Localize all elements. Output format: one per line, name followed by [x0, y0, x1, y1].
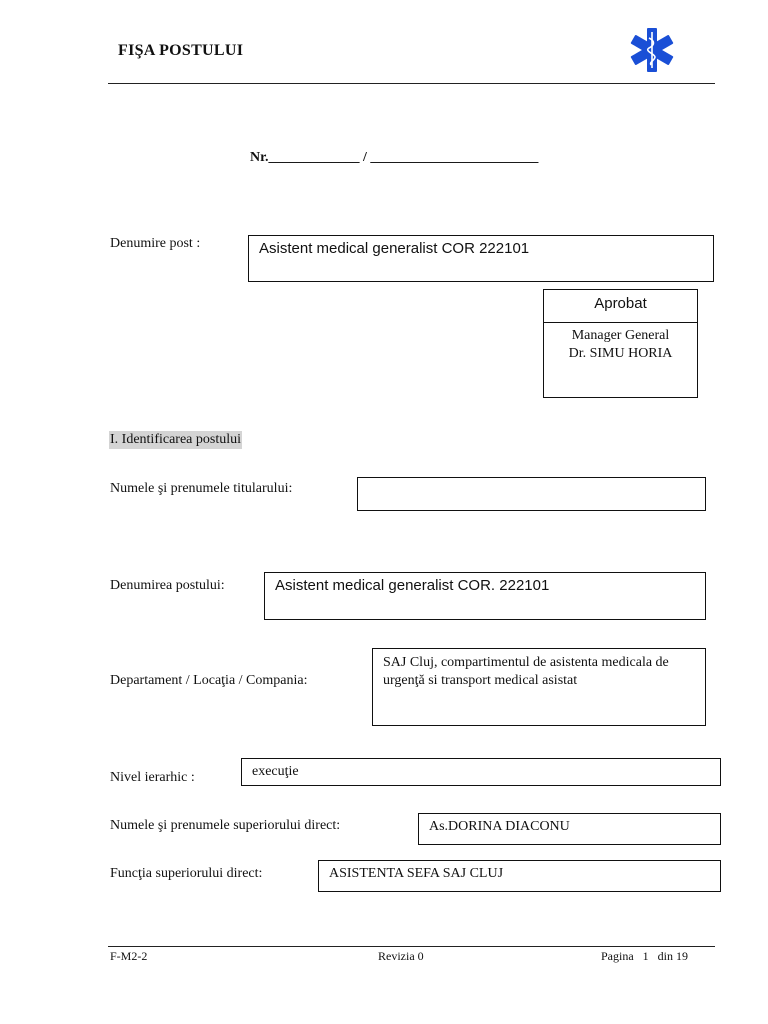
supervisor-name-label: Numele şi prenumele superiorului direct: [110, 818, 341, 833]
holder-name-field[interactable] [357, 477, 706, 511]
section-heading-identification: I. Identificarea postului [110, 432, 242, 447]
footer-rule [108, 946, 715, 947]
supervisor-name-field[interactable]: As.DORINA DIACONU [418, 813, 721, 845]
supervisor-role-label: Funcţia superiorului direct: [110, 866, 263, 881]
hierarchy-level-field[interactable]: execuţie [241, 758, 721, 786]
document-number-line: Nr._____________ / ________________________ [250, 150, 539, 165]
revision: Revizia 0 [378, 949, 424, 963]
post-name-label: Denumire post : [110, 236, 201, 251]
approval-box [543, 289, 698, 398]
department-label: Departament / Locaţia / Compania: [110, 673, 308, 688]
page-title: FIŞA POSTULUI [118, 42, 244, 59]
supervisor-role-field[interactable]: ASISTENTA SEFA SAJ CLUJ [318, 860, 721, 892]
approval-heading: Aprobat [544, 290, 697, 323]
approver-name: Dr. SIMU HORIA [568, 346, 673, 361]
header-rule [108, 83, 715, 84]
post-name-field[interactable]: Asistent medical generalist COR 222101 [248, 235, 714, 282]
form-code: F-M2-2 [110, 949, 148, 963]
position-name-field[interactable]: Asistent medical generalist COR. 222101 [264, 572, 706, 620]
position-name-label: Denumirea postului: [110, 578, 225, 593]
approver-role: Manager General [571, 328, 670, 343]
department-field[interactable]: SAJ Cluj, compartimentul de asistenta medicala de urgenţă si transport medical asistat [372, 648, 706, 726]
hierarchy-level-label: Nivel ierarhic : [110, 770, 195, 785]
holder-name-label: Numele şi prenumele titularului: [110, 481, 293, 496]
page-number: Pagina 1 din 19 [601, 949, 688, 963]
star-of-life-icon [625, 26, 679, 74]
